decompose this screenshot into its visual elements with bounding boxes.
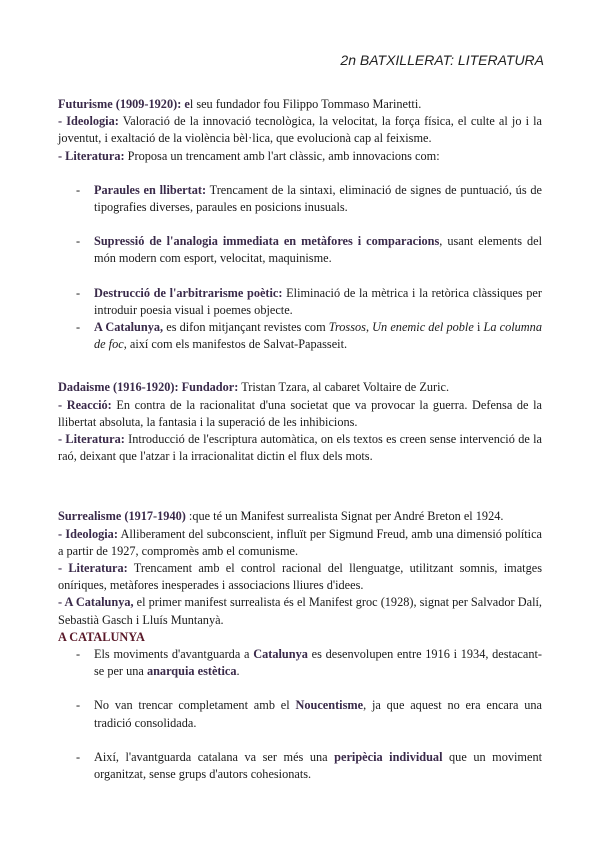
list-item: - Així, l'avantguarda catalana va ser més una peripècia individual que un moviment organitzat, sense grups d'autors cohesionats. <box>58 749 542 783</box>
futurisme-ideologia-text: Valoració de la innovació tecnològica, la velocitat, la força física, el culte al jo i la joventut, i exaltació de la violència bèl·lica, que evolucionà cap al feixisme. <box>58 114 542 146</box>
surrealisme-intro: :que té un Manifest surrealista Signat per André Breton el 1924. <box>185 509 504 524</box>
futurisme-ideologia-label: - Ideologia: <box>58 114 119 129</box>
dadaisme-reaccio-text: En contra de la racionalitat d'una societat que va provocar la guerra. Defensa de la llibertat absoluta, la fantasia i la superació de les inhibicions. <box>58 397 543 429</box>
list-item: - Supressió de l'analogia immediata en metàfores i comparacions, usant elements del món modern com esport, velocitat, maquinisme. <box>58 233 542 267</box>
surrealisme-ideologia <box>58 526 542 560</box>
surrealisme-ideologia-label: - Ideologia: <box>58 526 118 541</box>
surrealisme-literatura-label: - Literatura: <box>58 561 128 576</box>
futurisme-ideologia <box>58 113 542 147</box>
surrealisme-ideologia-text: Alliberament del subconscient, influït per Sigmund Freud, amb una dimensió política a partir de 1927, compromès amb el comunisme. <box>58 526 542 558</box>
dadaisme-literatura-text: Introducció de l'escriptura automàtica, on els textos es creen sense intervenció de la raó, deixant que l'atzar i la irracionalitat dictin el flux dels mots. <box>58 432 542 464</box>
list-item: - Destrucció de l'arbitrarisme poètic: Eliminació de la mètrica i la retòrica clàssiques per introduir poesia visual i poemes objecte. <box>58 285 542 319</box>
dadaisme-heading <box>58 379 542 396</box>
list-item: - A Catalunya, es difon mitjançant revistes com Trossos, Un enemic del poble i La columna de foc, així com els manifestos de Salvat-Papasseit. <box>58 319 542 353</box>
surrealisme-heading <box>58 508 542 525</box>
catalunya-list <box>58 646 542 783</box>
surrealisme-literatura-text: Trencament amb el control racional del llenguatge, utilitzant somnis, imatges oníriques, metàfores inesperades i associacions lliures d'idees. <box>58 561 542 593</box>
futurisme-title: Futurisme (1909-1920): e <box>58 97 190 111</box>
dadaisme-intro: Tristan Tzara, al cabaret Voltaire de Zuric. <box>238 380 450 395</box>
catalunya-section-title: A CATALUNYA <box>58 629 145 644</box>
futurisme-literatura <box>58 148 542 165</box>
list-item: - Paraules en llibertat: Trencament de la sintaxi, eliminació de signes de puntuació, ús de tipografies diverses, paraules en posicions inusuals. <box>58 182 542 216</box>
dadaisme-literatura <box>58 431 542 465</box>
surrealisme-catalunya <box>58 594 542 628</box>
surrealisme-catalunya-label: - A Catalunya, <box>58 595 134 610</box>
futurisme-literatura-label: - Literatura: <box>58 148 125 163</box>
dadaisme-reaccio-label: - Reacció: <box>58 397 112 412</box>
dadaisme-literatura-label: - Literatura: <box>58 432 125 447</box>
document-body <box>58 96 542 783</box>
dadaisme-reaccio <box>58 397 542 431</box>
dadaisme-title: Dadaisme (1916-1920): Fundador: <box>58 380 239 395</box>
list-item: - Els moviments d'avantguarda a Catalunya es desenvolupen entre 1916 i 1934, destacant-se per una anarquia estètica. <box>58 646 542 680</box>
futurisme-heading <box>58 96 542 113</box>
futurisme-intro: l seu fundador fou Filippo Tommaso Marinetti. <box>189 97 422 111</box>
surrealisme-title: Surrealisme (1917-1940) <box>58 509 186 524</box>
futurisme-literatura-text: Proposa un trencament amb l'art clàssic, amb innovacions com: <box>124 148 440 163</box>
futurisme-innovations-list <box>58 182 542 354</box>
surrealisme-literatura <box>58 560 542 594</box>
list-item: - No van trencar completament amb el Noucentisme, ja que aquest no era encara una tradició consolidada. <box>58 697 542 731</box>
surrealisme-catalunya-text: el primer manifest surrealista és el Manifest groc (1928), signat per Salvador Dalí, Sebastià Gasch i Lluís Muntanyà. <box>58 595 542 627</box>
page-header: 2n BATXILLERAT: LITERATURA <box>340 52 544 68</box>
